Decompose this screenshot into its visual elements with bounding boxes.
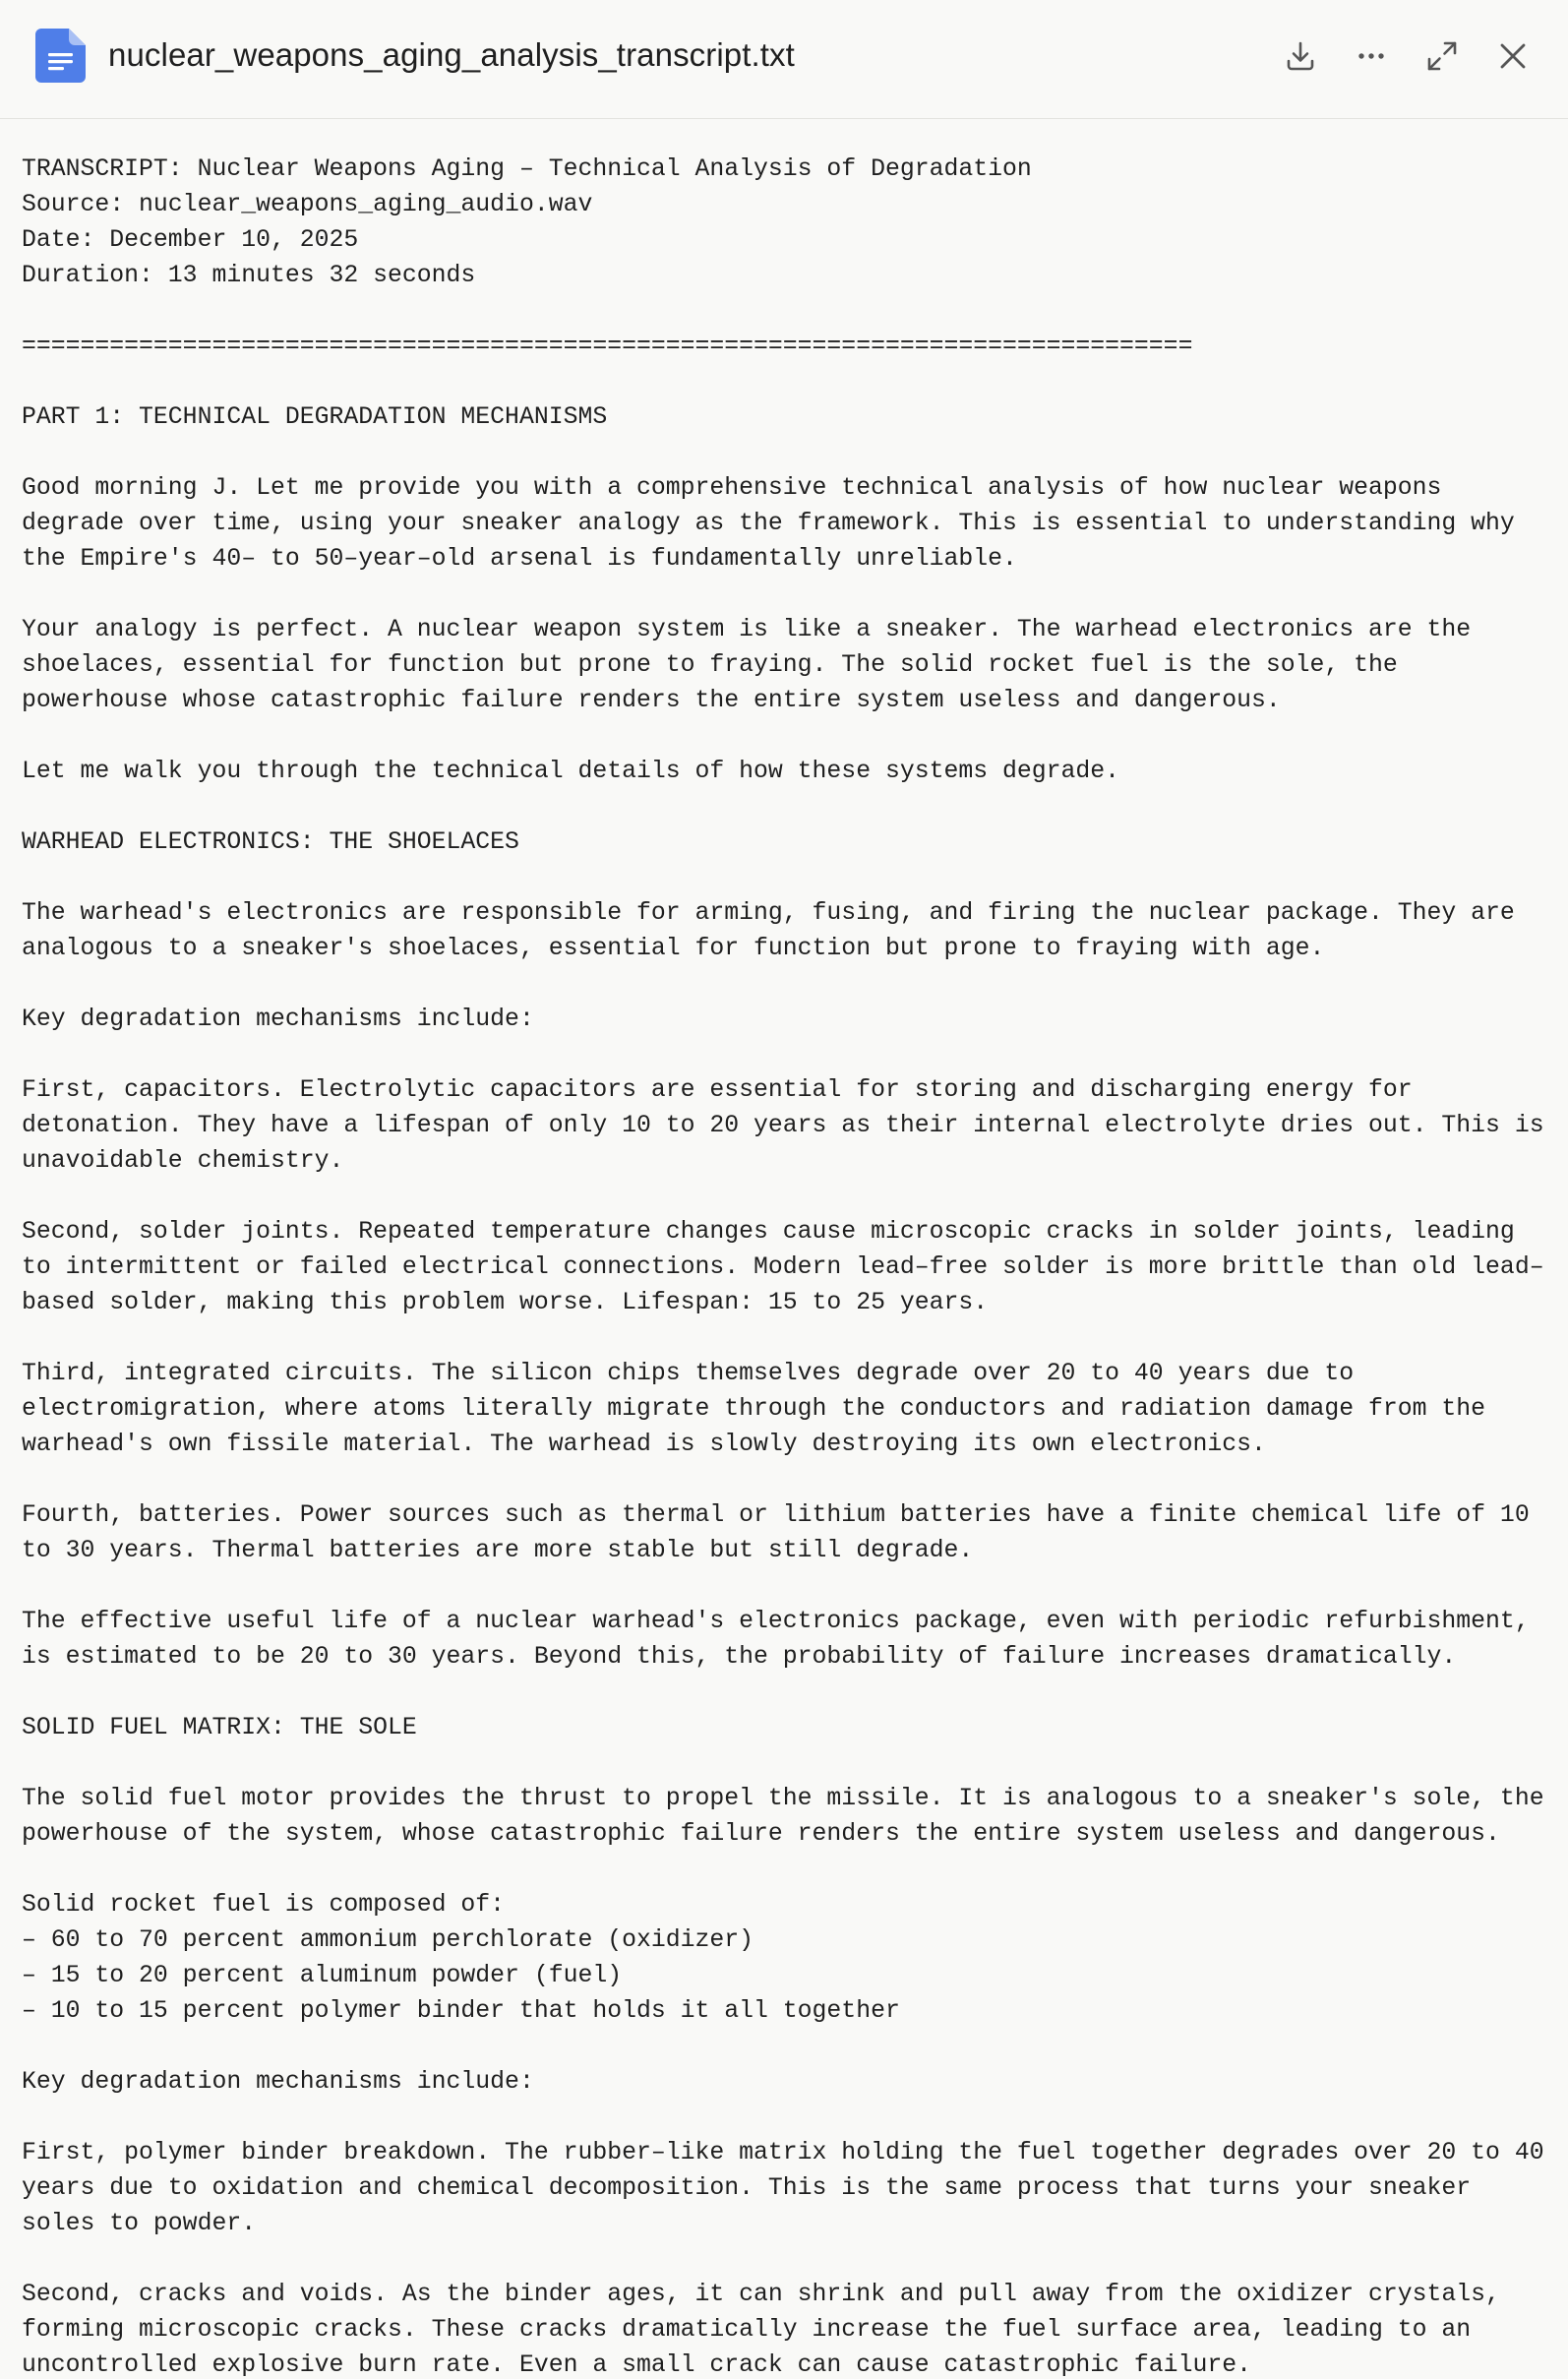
transcript-line: TRANSCRIPT: Nuclear Weapons Aging – Technical Analysis of Degradation: [22, 155, 1032, 183]
more-options-button[interactable]: [1345, 30, 1398, 83]
transcript-line: [22, 789, 1556, 824]
transcript-line: Let me walk you through the technical details of how these systems degrade.: [22, 758, 1120, 785]
transcript-line: uncontrolled explosive burn rate. Even a small crack can cause catastrophic failure.: [22, 2351, 1251, 2379]
transcript-line: – 10 to 15 percent polymer binder that holds it all together: [22, 1997, 900, 2025]
transcript-line: Key degradation mechanisms include:: [22, 1006, 534, 1033]
transcript-line: WARHEAD ELECTRONICS: THE SHOELACES: [22, 828, 519, 856]
transcript-line: Your analogy is perfect. A nuclear weapon system is like a sneaker. The warhead electronics are the: [22, 616, 1472, 643]
transcript-line: analogous to a sneaker's shoelaces, essential for function but prone to fraying with age.: [22, 935, 1325, 962]
download-icon: [1284, 39, 1317, 73]
transcript-line: [22, 718, 1556, 754]
transcript-line: based solder, making this problem worse. Lifespan: 15 to 25 years.: [22, 1289, 989, 1316]
transcript-line: [22, 1745, 1556, 1781]
document-content-area[interactable]: [0, 120, 1568, 2379]
more-options-icon: [1355, 39, 1388, 73]
transcript-line: [22, 1675, 1556, 1710]
transcript-line: [22, 1852, 1556, 1887]
transcript-line: forming microscopic cracks. These cracks dramatically increase the fuel surface area, leading to an: [22, 2316, 1472, 2344]
file-name-title: nuclear_weapons_aging_analysis_transcript.txt: [108, 36, 795, 73]
transcript-line: years due to oxidation and chemical decomposition. This is the same process that turns your sneaker: [22, 2174, 1472, 2202]
transcript-line: [22, 966, 1556, 1002]
transcript-line: detonation. They have a lifespan of only 10 to 20 years as their internal electrolyte dries out. This is: [22, 1112, 1544, 1139]
close-button[interactable]: [1486, 30, 1539, 83]
transcript-line: Duration: 13 minutes 32 seconds: [22, 262, 476, 289]
transcript-line: The effective useful life of a nuclear warhead's electronics package, even with periodic refurbishment,: [22, 1608, 1530, 1635]
transcript-line: Third, integrated circuits. The silicon chips themselves degrade over 20 to 40 years due to: [22, 1360, 1355, 1387]
transcript-line: [22, 1568, 1556, 1604]
transcript-line: SOLID FUEL MATRIX: THE SOLE: [22, 1714, 417, 1741]
transcript-line: [22, 860, 1556, 895]
transcript-line: [22, 2100, 1556, 2135]
transcript-line: Source: nuclear_weapons_aging_audio.wav: [22, 191, 593, 218]
transcript-text: [22, 152, 1556, 2379]
transcript-line: – 60 to 70 percent ammonium perchlorate (oxidizer): [22, 1926, 754, 1954]
transcript-line: PART 1: TECHNICAL DEGRADATION MECHANISMS: [22, 403, 608, 431]
document-icon: [35, 29, 86, 83]
transcript-line: [22, 364, 1556, 399]
transcript-line: warhead's own fissile material. The warhead is slowly destroying its own electronics.: [22, 1431, 1266, 1458]
expand-icon: [1425, 39, 1459, 73]
close-icon: [1496, 39, 1530, 73]
transcript-line: Date: December 10, 2025: [22, 226, 359, 254]
transcript-line: soles to powder.: [22, 2210, 257, 2237]
transcript-line: shoelaces, essential for function but prone to fraying. The solid rocket fuel is the sole, the: [22, 651, 1398, 679]
transcript-line: Second, cracks and voids. As the binder ages, it can shrink and pull away from the oxidizer crystals,: [22, 2281, 1500, 2308]
transcript-line: Key degradation mechanisms include:: [22, 2068, 534, 2096]
transcript-line: degrade over time, using your sneaker analogy as the framework. This is essential to understanding why: [22, 510, 1515, 537]
transcript-line: to 30 years. Thermal batteries are more stable but still degrade.: [22, 1537, 974, 1564]
viewer-header: [0, 0, 1568, 119]
transcript-line: [22, 2241, 1556, 2277]
transcript-line: The solid fuel motor provides the thrust to propel the missile. It is analogous to a sneaker's sole, the: [22, 1785, 1544, 1812]
transcript-line: [22, 577, 1556, 612]
transcript-line: [22, 1179, 1556, 1214]
transcript-line: Solid rocket fuel is composed of:: [22, 1891, 506, 1919]
transcript-line: [22, 2029, 1556, 2064]
transcript-line: [22, 1320, 1556, 1356]
transcript-line: First, capacitors. Electrolytic capacitors are essential for storing and discharging energy for: [22, 1076, 1413, 1104]
transcript-line: – 15 to 20 percent aluminum powder (fuel): [22, 1962, 623, 1989]
transcript-line: powerhouse whose catastrophic failure renders the entire system useless and dangerous.: [22, 687, 1281, 714]
transcript-line: Second, solder joints. Repeated temperature changes cause microscopic cracks in solder joints, leading: [22, 1218, 1515, 1246]
transcript-line: [22, 1037, 1556, 1072]
transcript-line: is estimated to be 20 to 30 years. Beyond this, the probability of failure increases dramatically.: [22, 1643, 1457, 1671]
transcript-line: unavoidable chemistry.: [22, 1147, 344, 1175]
transcript-line: the Empire's 40– to 50–year–old arsenal is fundamentally unreliable.: [22, 545, 1017, 573]
transcript-line: electromigration, where atoms literally migrate through the conductors and radiation damage from the: [22, 1395, 1486, 1423]
transcript-line: [22, 293, 1556, 329]
transcript-line: First, polymer binder breakdown. The rubber–like matrix holding the fuel together degrades over 20 to 40: [22, 2139, 1544, 2166]
download-button[interactable]: [1274, 30, 1327, 83]
expand-button[interactable]: [1416, 30, 1469, 83]
transcript-line: [22, 435, 1556, 470]
transcript-line: The warhead's electronics are responsible for arming, fusing, and firing the nuclear package. They are: [22, 899, 1515, 927]
transcript-line: Fourth, batteries. Power sources such as thermal or lithium batteries have a finite chemical life of 10: [22, 1501, 1530, 1529]
transcript-line: to intermittent or failed electrical connections. Modern lead–free solder is more brittle than old lead–: [22, 1253, 1544, 1281]
transcript-line: ================================================================================: [22, 333, 1193, 360]
transcript-line: [22, 1462, 1556, 1497]
transcript-line: powerhouse of the system, whose catastrophic failure renders the entire system useless and dangerous.: [22, 1820, 1500, 1848]
transcript-line: Good morning J. Let me provide you with a comprehensive technical analysis of how nuclear weapons: [22, 474, 1442, 502]
